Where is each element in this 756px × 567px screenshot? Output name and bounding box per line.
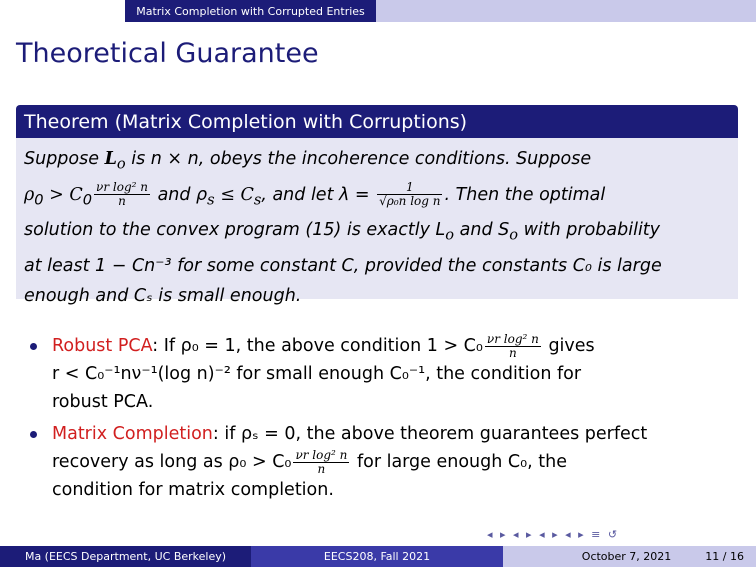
theorem-line-3: solution to the convex program (15) is exactly $L_o$ and $S_o$ with probability: [24, 220, 661, 244]
theorem-heading: Theorem (Matrix Completion with Corruptions): [16, 105, 738, 138]
fraction: $\frac{1}{\text{√ρ₀n log n}}$: [379, 180, 441, 208]
footer-page: 11 / 16: [705, 550, 744, 563]
bullet-matrix-completion: Matrix Completion: if ρₛ = 0, the above theorem guarantees perfect recovery as long as ρ₀ > C₀ $\frac{\text{νr log² n}}{n}$ for large enough C₀, the condition for matrix completion.: [30, 420, 730, 504]
bullet-list: [30, 332, 730, 508]
fraction: $\frac{\text{νr log² n}}{n}$: [96, 180, 148, 208]
beamer-nav-icons[interactable]: ◂ ▸ ◂ ▸ ◂ ▸ ◂ ▸ ≡ ↺: [487, 528, 620, 541]
footer-date: October 7, 2021: [581, 550, 672, 563]
footer-author: Ma (EECS Department, UC Berkeley): [0, 546, 251, 567]
theorem-body: [16, 138, 738, 306]
theorem-line-4: at least 1 − Cn⁻³ for some constant C, provided the constants C₀ is large: [24, 255, 662, 276]
theorem-line-5: enough and Cₛ is small enough.: [24, 285, 302, 306]
footer: [0, 546, 756, 567]
footer-date-page: [503, 546, 756, 567]
fraction: $\frac{\text{νr log² n}}{n}$: [295, 447, 348, 476]
frame-title: Theoretical Guarantee: [16, 38, 319, 69]
footer-course: EECS208, Fall 2021: [251, 546, 503, 567]
theorem-line-1: Suppose $L_o$ is n × n, obeys the incoherence conditions. Suppose: [24, 149, 592, 173]
theorem-line-2: $\rho_0 > C_0$ $\frac{\text{νr log² n}}{n}$ and $\rho_s \le C_s$, and let λ = $\frac{1}{\text{√ρ₀n log n}}$ . Then the optimal: [24, 180, 606, 208]
header-fill: [376, 0, 756, 22]
fraction: $\frac{\text{νr log² n}}{n}$: [486, 331, 539, 360]
section-title[interactable]: Matrix Completion with Corrupted Entries: [125, 0, 376, 22]
header-bar: [0, 0, 756, 22]
theorem-block: [16, 105, 738, 306]
bullet-robust-pca: Robust PCA: If ρ₀ = 1, the above condition 1 > C₀ $\frac{\text{νr log² n}}{n}$ gives r < C₀⁻¹nν⁻¹(log n)⁻² for small enough C₀⁻¹, the condition for robust PCA.: [30, 332, 730, 416]
